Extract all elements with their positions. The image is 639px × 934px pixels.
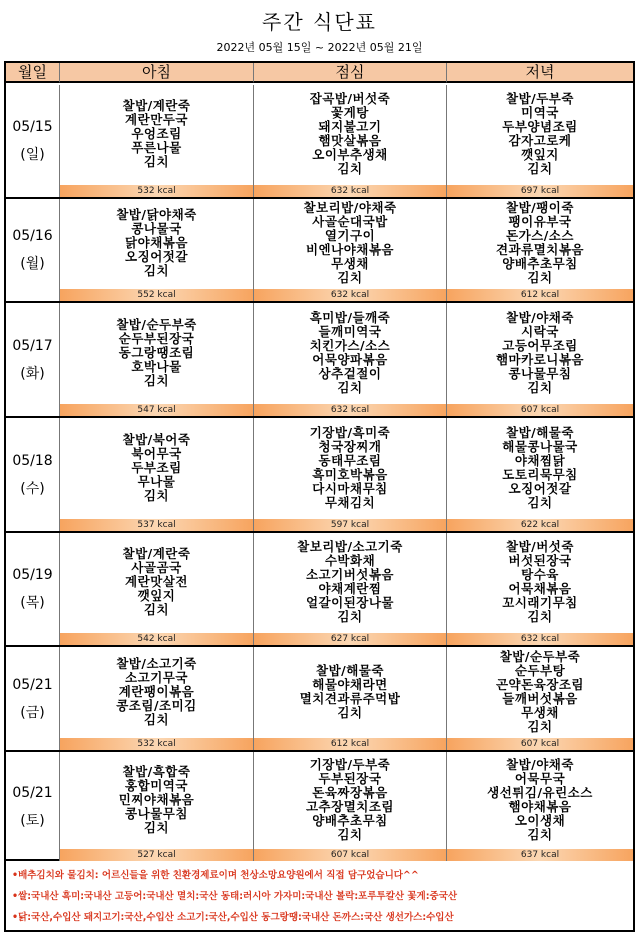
menu-item: 찰보리밥/야채죽: [303, 200, 397, 215]
menu-item: 계란만두국: [125, 112, 188, 127]
menu-item: 김치: [527, 718, 553, 734]
dinner-menu: [447, 199, 633, 287]
menu-item: 찰밥/닭야채죽: [116, 207, 197, 222]
day-weekday: (수): [20, 480, 45, 497]
kcal-bar: 607 kcal: [447, 738, 633, 750]
kcal-bar: 527 kcal: [60, 849, 253, 861]
day-date: 05/21: [12, 784, 53, 801]
note-line: •배추김치와 물김치: 어르신들을 위한 친환경제료이며 천상소망요양원에서 직접 담구었습니다^^: [12, 870, 419, 881]
menu-item: 곤약돈육장조림: [495, 676, 585, 692]
day-cell: [6, 303, 60, 416]
menu-item: 들깨버섯볶음: [502, 690, 578, 706]
day-cell: [6, 647, 60, 750]
menu-item: 야채계란찜: [318, 581, 382, 596]
day-weekday: (토): [20, 812, 45, 829]
kcal-bar: 552 kcal: [60, 289, 253, 301]
menu-item: 찰밥/해물죽: [316, 662, 384, 678]
menu-item: 김치: [527, 494, 553, 510]
menu-item: 순두부탕: [514, 662, 566, 678]
breakfast-menu: [60, 752, 253, 847]
menu-item: 찰밥/순두부죽: [499, 648, 581, 664]
menu-item: 찰밥/계란죽: [122, 546, 191, 561]
dinner-cell: [447, 533, 633, 645]
menu-item: 두부된장국: [318, 770, 382, 786]
day-row: [6, 647, 633, 752]
kcal-bar: 537 kcal: [60, 519, 253, 531]
menu-item: 견과류멸치볶음: [495, 242, 585, 257]
menu-item: 김치: [143, 263, 170, 278]
lunch-menu: [254, 199, 446, 287]
menu-item: 콩나물국: [131, 221, 182, 236]
lunch-cell: [254, 752, 447, 861]
note-line: •쌀:국내산 흑미:국내산 고등어:국내산 멸치:국산 동태:러시아 가자미:국내산 볼락:포루투칼산 꽃게:중국산: [12, 891, 458, 902]
day-weekday: (금): [20, 704, 45, 721]
menu-item: 청국장찌개: [318, 438, 382, 454]
day-weekday: (목): [20, 595, 45, 611]
day-row: [6, 752, 633, 861]
menu-item: 김치: [527, 161, 553, 176]
menu-item: 햄야채볶음: [508, 798, 572, 814]
menu-item: 생선튀김/유린소스: [487, 784, 593, 800]
notes-section: [4, 861, 635, 932]
dinner-menu: [447, 752, 633, 847]
menu-item: 팽이유부국: [508, 214, 572, 229]
menu-item: 햄맛살볶음: [318, 133, 382, 148]
menu-item: 콩조림/조미김: [116, 697, 197, 713]
menu-item: 김치: [337, 609, 363, 624]
menu-item: 무생채: [521, 704, 559, 720]
lunch-cell: [254, 85, 447, 197]
menu-item: 오이부추생채: [312, 147, 388, 162]
menu-item: 어묵양파볶음: [312, 351, 388, 367]
menu-item: 해물콩나물국: [502, 438, 578, 454]
kcal-bar: 632 kcal: [254, 404, 446, 416]
menu-item: 오징어젓갈: [125, 249, 188, 264]
menu-item: 치킨가스/소스: [309, 337, 391, 353]
menu-item: 찰밥/야채죽: [506, 309, 574, 325]
menu-item: 김치: [143, 711, 170, 727]
day-row: [6, 303, 633, 418]
menu-item: 홍합미역국: [125, 777, 188, 793]
kcal-bar: 547 kcal: [60, 404, 253, 416]
menu-item: 김치: [527, 379, 553, 395]
menu-item: 찰밥/순두부죽: [116, 316, 197, 332]
menu-item: 잡곡밥/버섯죽: [309, 91, 391, 106]
day-date: 05/16: [12, 228, 53, 244]
kcal-bar: 612 kcal: [254, 738, 446, 750]
kcal-bar: 627 kcal: [254, 633, 446, 645]
day-date: 05/15: [12, 119, 53, 135]
menu-item: 찰밥/팽이죽: [506, 200, 574, 215]
kcal-bar: 607 kcal: [447, 404, 633, 416]
menu-item: 찰밥/해물죽: [506, 424, 574, 440]
menu-item: 두부양념조림: [502, 119, 578, 134]
lunch-menu: [254, 647, 446, 736]
menu-item: 비엔나야채볶음: [305, 242, 395, 257]
kcal-bar: 632 kcal: [254, 289, 446, 301]
kcal-bar: 542 kcal: [60, 633, 253, 645]
menu-item: 기장밥/흑미죽: [309, 424, 391, 440]
menu-table: [4, 61, 635, 861]
menu-item: 돼지불고기: [318, 119, 382, 134]
menu-item: 찰밥/야채죽: [506, 756, 574, 772]
header-dinner: 저녁: [447, 63, 633, 83]
menu-item: 무채김치: [324, 494, 376, 510]
breakfast-cell: [60, 199, 254, 301]
menu-item: 햄마카로니볶음: [495, 351, 585, 367]
kcal-bar: 532 kcal: [60, 738, 253, 750]
breakfast-menu: [60, 199, 253, 287]
menu-item: 사골곰국: [131, 560, 182, 575]
menu-item: 닭야채볶음: [125, 235, 188, 250]
lunch-menu: [254, 752, 446, 847]
day-row: [6, 418, 633, 533]
menu-item: 흑미밥/들깨죽: [309, 309, 391, 325]
header-breakfast: 아침: [60, 63, 254, 83]
breakfast-cell: [60, 647, 254, 750]
kcal-bar: 532 kcal: [60, 185, 253, 197]
menu-item: 계란팽이볶음: [118, 683, 195, 699]
dinner-menu: [447, 85, 633, 183]
menu-item: 김치: [337, 161, 363, 176]
menu-item: 김치: [337, 826, 363, 842]
menu-item: 양배추초무침: [312, 812, 388, 828]
menu-item: 찰밥/북어죽: [122, 431, 191, 447]
menu-item: 수박화채: [324, 553, 376, 568]
day-date: 05/18: [12, 452, 53, 469]
menu-item: 어묵채볶음: [508, 581, 572, 596]
menu-item: 김치: [527, 826, 553, 842]
menu-item: 감자고로케: [508, 133, 572, 148]
menu-item: 소고기버섯볶음: [305, 567, 395, 582]
menu-item: 다시마채무침: [312, 480, 388, 496]
lunch-cell: [254, 199, 447, 301]
menu-item: 오이생채: [514, 812, 566, 828]
menu-item: 열기구이: [324, 228, 376, 243]
dinner-cell: [447, 199, 633, 301]
dinner-menu: [447, 303, 633, 402]
day-row: [6, 199, 633, 303]
lunch-cell: [254, 533, 447, 645]
menu-item: 양배추초무침: [502, 256, 578, 271]
breakfast-menu: [60, 303, 253, 402]
menu-item: 돈육짜장볶음: [312, 784, 388, 800]
kcal-bar: 597 kcal: [254, 519, 446, 531]
lunch-menu: [254, 418, 446, 517]
menu-item: 오징어젓갈: [508, 480, 572, 496]
menu-item: 김치: [337, 270, 363, 285]
menu-item: 순두부된장국: [118, 330, 195, 346]
menu-item: 북어무국: [131, 445, 182, 461]
day-cell: [6, 533, 60, 645]
day-cell: [6, 85, 60, 197]
menu-item: 김치: [143, 602, 170, 617]
dinner-cell: [447, 418, 633, 531]
menu-item: 기장밥/두부죽: [309, 756, 391, 772]
day-date: 05/19: [12, 567, 53, 583]
breakfast-menu: [60, 85, 253, 183]
menu-item: 사골순대국밥: [312, 214, 388, 229]
day-date: 05/21: [12, 676, 53, 693]
menu-item: 흑미호박볶음: [312, 466, 388, 482]
menu-item: 버섯된장국: [508, 553, 572, 568]
day-cell: [6, 752, 60, 861]
lunch-cell: [254, 418, 447, 531]
day-weekday: (일): [20, 147, 45, 163]
menu-item: 깻잎지: [137, 588, 176, 603]
lunch-menu: [254, 85, 446, 183]
kcal-bar: 632 kcal: [447, 633, 633, 645]
breakfast-cell: [60, 303, 254, 416]
menu-item: 우엉조림: [131, 126, 182, 141]
dinner-cell: [447, 85, 633, 197]
dinner-cell: [447, 647, 633, 750]
menu-item: 김치: [143, 372, 170, 388]
menu-item: 해물야채라면: [312, 676, 388, 692]
menu-item: 김치: [143, 154, 170, 169]
breakfast-menu: [60, 647, 253, 736]
breakfast-cell: [60, 533, 254, 645]
menu-item: 도토리묵무침: [502, 466, 578, 482]
breakfast-cell: [60, 418, 254, 531]
menu-item: 고추장멸치조림: [305, 798, 395, 814]
menu-item: 들깨미역국: [318, 323, 382, 339]
menu-item: 콩나물무침: [508, 365, 572, 381]
menu-item: 미역국: [521, 105, 559, 120]
lunch-menu: [254, 533, 446, 631]
lunch-cell: [254, 303, 447, 416]
menu-item: 꽃게탕: [331, 105, 369, 120]
dinner-cell: [447, 752, 633, 861]
menu-item: 상추겉절이: [318, 365, 382, 381]
dinner-menu: [447, 533, 633, 631]
menu-item: 호박나물: [131, 358, 182, 374]
menu-item: 계란맛살전: [125, 574, 188, 589]
menu-item: 돈가스/소스: [506, 228, 574, 243]
menu-item: 야채찜닭: [514, 452, 566, 468]
dinner-menu: [447, 418, 633, 517]
lunch-cell: [254, 647, 447, 750]
breakfast-cell: [60, 752, 254, 861]
menu-item: 찰밥/두부죽: [506, 91, 574, 106]
menu-item: 민찌야채볶음: [118, 791, 195, 807]
kcal-bar: 632 kcal: [254, 185, 446, 197]
day-row: [6, 85, 633, 199]
day-weekday: (화): [20, 365, 45, 382]
kcal-bar: 637 kcal: [447, 849, 633, 861]
breakfast-menu: [60, 418, 253, 517]
menu-item: 무나물: [137, 473, 176, 489]
menu-item: 두부조림: [131, 459, 182, 475]
day-weekday: (월): [20, 256, 45, 272]
day-cell: [6, 418, 60, 531]
breakfast-cell: [60, 85, 254, 197]
lunch-menu: [254, 303, 446, 402]
day-cell: [6, 199, 60, 301]
menu-item: 김치: [527, 270, 553, 285]
date-range: 2022년 05월 15일 ~ 2022년 05월 21일: [216, 41, 423, 54]
menu-item: 소고기무국: [125, 669, 188, 685]
header-day: 월일: [6, 63, 60, 83]
page-title: 주간 식단표: [262, 10, 377, 34]
menu-item: 동그랑땡조림: [118, 344, 195, 360]
day-date: 05/17: [12, 337, 53, 354]
kcal-bar: 697 kcal: [447, 185, 633, 197]
menu-item: 푸른나물: [131, 140, 182, 155]
menu-item: 고등어무조림: [502, 337, 578, 353]
breakfast-menu: [60, 533, 253, 631]
menu-item: 탕수육: [521, 567, 559, 582]
menu-item: 깻잎지: [521, 147, 559, 162]
dinner-cell: [447, 303, 633, 416]
menu-item: 김치: [143, 819, 170, 835]
menu-item: 찰밥/버섯죽: [506, 539, 574, 554]
note-line: •닭:국산,수입산 돼지고기:국산,수입산 소고기:국산,수입산 동그랑땡:국내산 돈까스:국산 생선가스:수입산: [12, 912, 454, 923]
menu-item: 찰밥/흑합죽: [122, 763, 191, 779]
menu-item: 찰밥/소고기죽: [116, 655, 197, 671]
menu-item: 어묵무국: [514, 770, 566, 786]
menu-item: 꼬시래기무침: [502, 595, 578, 610]
menu-item: 찰보리밥/소고기죽: [297, 539, 403, 554]
day-row: [6, 533, 633, 647]
menu-item: 시락국: [521, 323, 559, 339]
menu-item: 찰밥/계란죽: [122, 98, 191, 113]
menu-item: 동태무조림: [318, 452, 382, 468]
kcal-bar: 612 kcal: [447, 289, 633, 301]
menu-item: 얼갈이된장나물: [305, 595, 395, 610]
menu-item: 콩나물무침: [125, 805, 188, 821]
menu-item: 무생채: [331, 256, 369, 271]
kcal-bar: 607 kcal: [254, 849, 446, 861]
dinner-menu: [447, 647, 633, 736]
menu-item: 김치: [337, 379, 363, 395]
menu-item: 김치: [337, 704, 363, 720]
header-lunch: 점심: [254, 63, 447, 83]
kcal-bar: 622 kcal: [447, 519, 633, 531]
menu-item: 김치: [527, 609, 553, 624]
menu-item: 김치: [143, 487, 170, 503]
menu-item: 멸치견과류주먹밥: [299, 690, 401, 706]
